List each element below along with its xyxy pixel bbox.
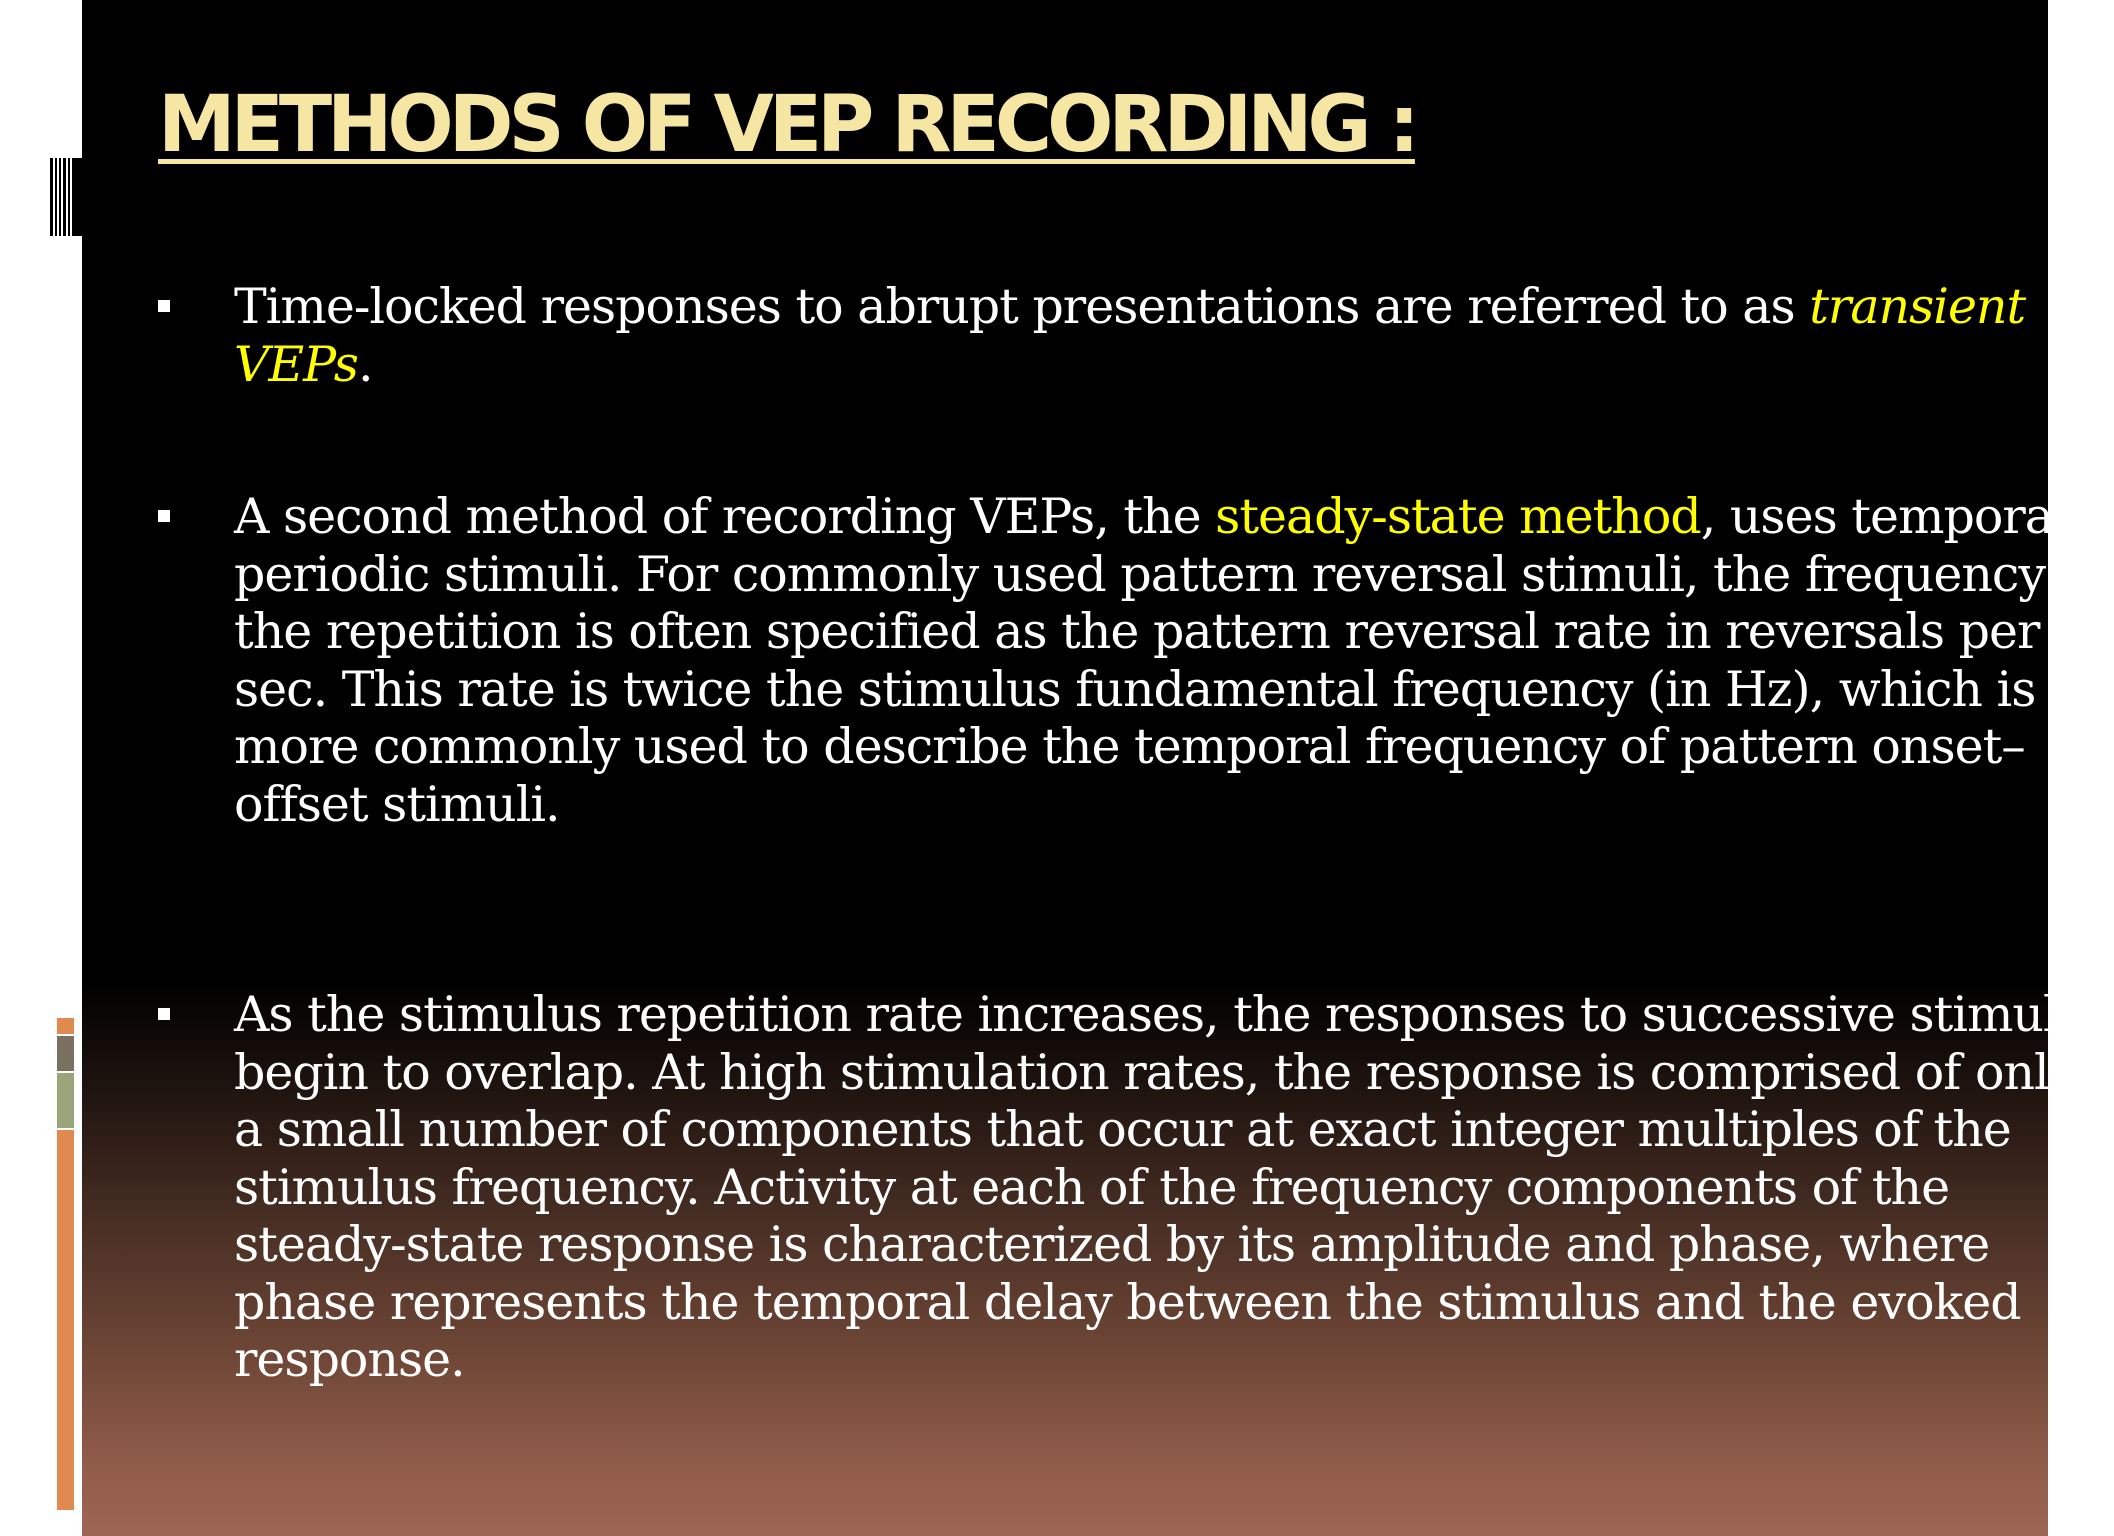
- decorative-stripes: [50, 158, 82, 236]
- bullet-square-icon: [158, 300, 170, 312]
- accent-bar-orange-top: [57, 1018, 74, 1034]
- bullet-text: A second method of recording VEPs, the steady-state method, uses temporally periodic stimuli. For commonly used pattern reversal stimuli, the frequency of the repetition is often specified as the pattern reversal rate in reversals per sec. This rate is twice the stimulus fundamental frequency (in Hz), which is more commonly used to describe the temporal frequency of pattern onset–offset stimuli.: [234, 488, 2109, 833]
- bullet-text: As the stimulus repetition rate increases, the responses to successive stimuli begin to overlap. At high stimulation rates, the response is comprised of only a small number of components that occur at exact integer multiples of the stimulus frequency. Activity at each of the frequency components of the steady-state response is characterized by its amplitude and phase, where phase represents the temporal delay between the stimulus and the evoked response.: [234, 986, 2076, 1388]
- slide-left-margin: [0, 0, 82, 1536]
- accent-bar-gray: [57, 1036, 74, 1071]
- highlight-term: steady-state method: [1215, 488, 1701, 545]
- bullet-square-icon: [158, 1008, 170, 1020]
- bullet-square-icon: [158, 510, 170, 522]
- accent-bar-orange: [57, 1130, 74, 1510]
- accent-bar-green: [57, 1073, 74, 1128]
- highlight-term: transient VEPs: [234, 278, 2026, 393]
- bullet-text: Time-locked responses to abrupt presentations are referred to as transient VEPs.: [234, 278, 2026, 393]
- slide-title: METHODS OF VEP RECORDING :: [158, 80, 1415, 170]
- slide-content-area: [82, 0, 2109, 1536]
